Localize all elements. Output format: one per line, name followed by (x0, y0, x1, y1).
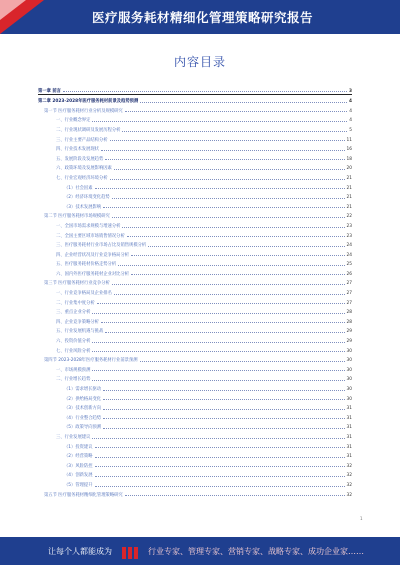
toc-entry-page: 21 (346, 195, 352, 201)
toc-entry-page: 21 (346, 185, 352, 191)
report-title: 医疗服务耗材精细化管理策略研究报告 (92, 10, 314, 25)
toc-entry[interactable] (38, 104, 352, 114)
toc-leader-dots (92, 121, 347, 122)
toc-entry-page: 29 (346, 329, 352, 335)
toc-leader-dots (125, 111, 348, 112)
toc-leader-dots (101, 322, 345, 323)
footer-slogan-left: 让每个人都能成为 (48, 547, 112, 556)
toc-entry[interactable] (38, 488, 352, 498)
toc-entry[interactable] (38, 152, 352, 162)
toc-leader-dots (122, 131, 347, 132)
toc-entry-label: 六、政策环境及发展影响因素 (56, 166, 112, 172)
header-pink-triangle (0, 0, 26, 20)
toc-entry[interactable] (38, 411, 352, 421)
toc-leader-dots (95, 486, 345, 487)
toc-leader-dots (118, 265, 344, 266)
toc-entry-label: 四、企业经营状况及行业竞争格局分析 (56, 252, 130, 258)
toc-entry-label: （1）社会因素 (64, 185, 93, 191)
toc-entry[interactable] (38, 344, 352, 354)
toc-entry-label: （3）技术创新方向 (64, 406, 102, 412)
toc-leader-dots (125, 495, 345, 496)
toc-entry-page: 30 (346, 367, 352, 373)
toc-entry-page: 4 (349, 99, 352, 105)
toc-entry-page: 16 (346, 147, 352, 153)
toc-entry-page: 31 (346, 454, 352, 460)
toc-entry-label: 第一节 医疗服务耗材行业分析及规模研究 (44, 108, 123, 114)
toc-entry[interactable] (38, 354, 352, 364)
toc-leader-dots (103, 399, 344, 400)
toc-entry-page: 27 (346, 291, 352, 297)
toc-entry-page: 18 (346, 156, 352, 162)
toc-entry-page: 30 (346, 348, 352, 354)
toc-leader-dots (112, 198, 345, 199)
toc-entry[interactable] (38, 123, 352, 133)
toc-entry-page: 32 (346, 473, 352, 479)
toc-leader-dots (110, 179, 345, 180)
toc-leader-dots (92, 380, 344, 381)
toc-entry-label: （4）行业整合趋势 (64, 415, 102, 421)
toc-entry-label: 七、行业风险分析 (56, 348, 91, 354)
toc-entry-page: 28 (346, 310, 352, 316)
toc-entry-label: 一、行业概念界定 (56, 118, 91, 124)
toc-entry[interactable] (38, 315, 352, 325)
page-number: 1 (360, 516, 363, 521)
toc-entry[interactable] (38, 450, 352, 460)
toc-entry-label: 第五节 医疗服务耗材精细化管理策略研究 (44, 492, 123, 498)
toc-entry[interactable] (38, 469, 352, 479)
toc-entry-label: 六、投资价值分析 (56, 339, 91, 345)
toc-leader-dots (114, 169, 345, 170)
toc-leader-dots (112, 217, 345, 218)
toc-entry-label: （5）政策导向预测 (64, 425, 102, 431)
toc-entry-label: （1）投资建议 (64, 444, 93, 450)
toc-entry-label: （1）需求增长驱动 (64, 387, 102, 392)
toc-entry-page: 32 (346, 482, 352, 488)
toc-entry-page: 23 (346, 223, 352, 229)
toc-leader-dots (92, 438, 344, 439)
toc-leader-dots (114, 294, 345, 295)
toc-entry-label: （3）技术发展影响 (64, 204, 102, 210)
footer-stripes-icon (122, 544, 144, 558)
toc-entry[interactable] (38, 277, 352, 287)
toc-entry-label: 第三节 医疗服务耗材行业竞争分析 (44, 281, 110, 287)
toc-entry-label: （3）风险防控 (64, 463, 93, 469)
toc-leader-dots (127, 236, 345, 237)
toc-entry-page: 5 (349, 127, 352, 133)
toc-entry[interactable] (38, 114, 352, 124)
toc-entry[interactable] (38, 459, 352, 469)
toc-entry[interactable] (38, 478, 352, 488)
toc-entry-page: 28 (346, 319, 352, 325)
toc-entry-label: 五、发展阶段及发展趋势 (56, 156, 104, 162)
toc-entry-page: 29 (346, 339, 352, 345)
toc-leader-dots (97, 303, 345, 304)
toc-entry[interactable] (38, 363, 352, 373)
toc-entry-page: 23 (346, 233, 352, 239)
toc-entry-label: 第二节 医疗服务耗材市场规模研究 (44, 214, 110, 220)
toc-entry-page: 22 (346, 214, 352, 220)
toc-entry-page: 31 (346, 434, 352, 440)
toc-entry-label: （5）管理提升 (64, 482, 93, 488)
toc-entry-page: 4 (349, 108, 352, 114)
toc-entry[interactable] (38, 229, 352, 239)
toc-entry-label: 第二章 2023-2028年医疗服务耗材前景及趋势预测 (38, 99, 139, 105)
toc-entry[interactable] (38, 200, 352, 210)
toc-entry-page: 3 (349, 88, 352, 94)
toc-leader-dots (95, 188, 345, 189)
toc-leader-dots (92, 342, 344, 343)
toc-leader-dots (140, 361, 345, 362)
toc-leader-dots (101, 150, 345, 151)
toc-entry-page: 24 (346, 252, 352, 258)
toc-leader-dots (63, 91, 347, 92)
toc-entry-label: 三、重点企业分析 (56, 310, 91, 316)
toc-entry-label: 五、医疗服务耗材价格走势分析 (56, 262, 117, 268)
toc-entry-label: 第四节 2023-2028年医疗服务耗材行业前景预测 (44, 358, 138, 364)
page-footer (0, 537, 400, 565)
toc-entry[interactable] (38, 248, 352, 258)
toc-entry-page: 26 (346, 271, 352, 277)
toc-entry-page: 27 (346, 281, 352, 287)
toc-entry[interactable] (38, 210, 352, 220)
toc-leader-dots (95, 457, 345, 458)
toc-entry[interactable] (38, 239, 352, 249)
footer-slogan-right: 行业专家、管理专家、营销专家、战略专家、成功企业家…… (148, 547, 364, 556)
toc-entry-label: （2）供给格局变化 (64, 396, 102, 402)
toc-entry-page: 31 (346, 415, 352, 421)
toc-entry-label: 六、国内外医疗服务耗材企业对比分析 (56, 271, 130, 277)
toc-entry[interactable] (38, 325, 352, 335)
toc-entry-page: 21 (346, 175, 352, 181)
toc-entry-page: 32 (346, 463, 352, 469)
toc-entry-label: 二、全国主要区域市场销售情况分析 (56, 233, 125, 239)
toc-leader-dots (110, 140, 345, 141)
toc-leader-dots (103, 207, 344, 208)
toc-entry-page: 11 (346, 137, 352, 143)
toc-entry[interactable] (38, 84, 352, 94)
toc-entry-page: 31 (346, 406, 352, 412)
toc-leader-dots (122, 227, 344, 228)
toc-entry[interactable] (38, 181, 352, 191)
toc-entry-label: （2）经营策略 (64, 454, 93, 460)
toc-entry[interactable] (38, 171, 352, 181)
toc-leader-dots (92, 351, 344, 352)
toc-entry-page: 20 (346, 166, 352, 172)
toc-entry[interactable] (38, 440, 352, 450)
toc-entry-page: 30 (346, 396, 352, 402)
toc-entry[interactable] (38, 94, 352, 105)
toc-leader-dots (140, 102, 347, 103)
toc-entry-page: 30 (346, 358, 352, 364)
toc-entry-label: 四、行业技术发展现状 (56, 147, 99, 153)
toc-entry[interactable] (38, 392, 352, 402)
toc-leader-dots (103, 409, 344, 410)
table-of-contents (38, 84, 352, 498)
toc-entry[interactable] (38, 382, 352, 392)
toc-entry-page: 30 (346, 377, 352, 383)
toc-entry-label: （2）经济环境变化趋势 (64, 195, 110, 201)
toc-entry-label: 三、行业主要产品结构分析 (56, 137, 108, 143)
toc-entry[interactable] (38, 402, 352, 412)
toc-leader-dots (105, 332, 344, 333)
toc-leader-dots (95, 447, 345, 448)
toc-entry-label: （4）创新发展 (64, 473, 93, 479)
toc-leader-dots (148, 246, 344, 247)
toc-entry-page: 21 (346, 204, 352, 210)
toc-leader-dots (105, 159, 344, 160)
toc-entry[interactable] (38, 421, 352, 431)
toc-entry-page: 4 (349, 118, 352, 124)
toc-entry-label: 二、行业现状调研及发展历程分析 (56, 127, 121, 133)
toc-entry-page: 27 (346, 300, 352, 306)
toc-entry-label: 四、企业竞争策略分析 (56, 319, 99, 325)
toc-leader-dots (131, 274, 344, 275)
toc-entry-label: 七、行业宏观经济环境分析 (56, 175, 108, 181)
toc-leader-dots (92, 370, 344, 371)
toc-entry[interactable] (38, 133, 352, 143)
toc-entry-page: 31 (346, 444, 352, 450)
toc-entry[interactable] (38, 373, 352, 383)
toc-entry[interactable] (38, 162, 352, 172)
toc-entry-label: 五、行业发展机遇与挑战 (56, 329, 104, 335)
toc-leader-dots (131, 255, 344, 256)
toc-leader-dots (95, 466, 345, 467)
toc-entry[interactable] (38, 191, 352, 201)
toc-entry-label: 二、行业集中度分析 (56, 300, 95, 306)
toc-entry-label: 一、全国市场需求规模与增速分析 (56, 223, 121, 229)
toc-entry-label: 三、行业发展建议 (56, 434, 91, 440)
toc-entry[interactable] (38, 219, 352, 229)
toc-entry-label: 三、医疗服务耗材行业市场占比及销售规模分析 (56, 243, 147, 249)
toc-entry-page: 32 (346, 492, 352, 498)
toc-entry[interactable] (38, 334, 352, 344)
toc-entry[interactable] (38, 143, 352, 153)
toc-entry-page: 31 (346, 425, 352, 431)
toc-entry-label: 二、行业增长趋势 (56, 377, 91, 383)
toc-entry[interactable] (38, 286, 352, 296)
toc-entry-label: 一、行业竞争格局及企业排名 (56, 291, 112, 297)
toc-entry[interactable] (38, 306, 352, 316)
toc-leader-dots (92, 313, 344, 314)
toc-leader-dots (103, 428, 344, 429)
toc-heading: 内容目录 (173, 55, 226, 69)
toc-entry[interactable] (38, 296, 352, 306)
report-header (0, 0, 400, 34)
toc-leader-dots (112, 284, 345, 285)
toc-entry[interactable] (38, 258, 352, 268)
toc-leader-dots (103, 418, 344, 419)
toc-leader-dots (95, 476, 345, 477)
toc-entry[interactable] (38, 267, 352, 277)
toc-entry-label: 第一章 前言 (38, 88, 61, 94)
toc-entry-page: 25 (346, 262, 352, 268)
toc-entry[interactable] (38, 430, 352, 440)
toc-entry-page: 24 (346, 243, 352, 249)
toc-entry-label: 一、市场规模预测 (56, 367, 91, 373)
toc-leader-dots (103, 390, 344, 391)
toc-entry-page: 30 (346, 387, 352, 392)
